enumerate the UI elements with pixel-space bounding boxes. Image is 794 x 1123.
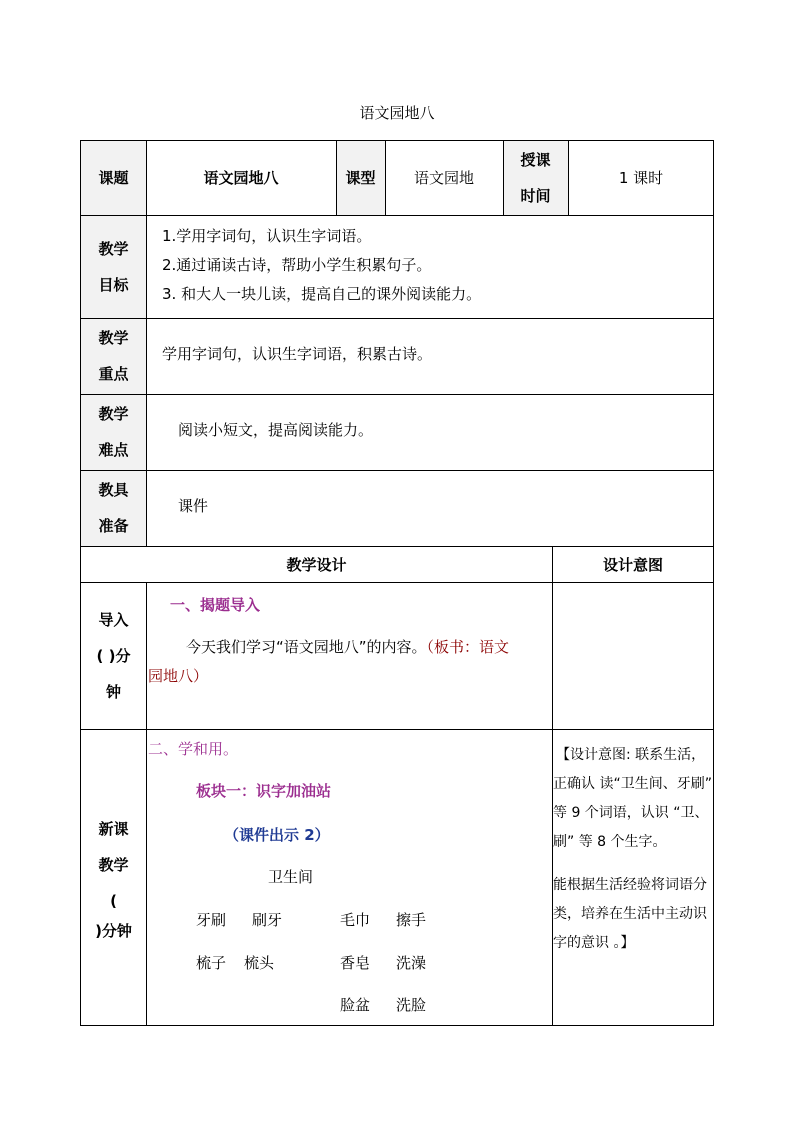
intro-text-note-b: 园地八） bbox=[148, 667, 209, 685]
grid-line-546 bbox=[80, 546, 714, 547]
courseware-note: （课件出示 2） bbox=[224, 826, 330, 844]
difficulties-label-line2: 难点 bbox=[98, 441, 129, 459]
subject-label-cell bbox=[81, 140, 146, 215]
time-label-line1: 授课 bbox=[520, 150, 551, 169]
grid-line-568 bbox=[568, 140, 569, 215]
type-value-cell bbox=[385, 140, 503, 215]
grid-line-582 bbox=[80, 582, 714, 583]
design-header-left bbox=[81, 546, 552, 582]
intro-text-note-a: （板书：语文 bbox=[426, 638, 510, 656]
grid-line-top bbox=[80, 140, 714, 141]
document-title: 语文园地八 bbox=[359, 104, 435, 122]
grid-line-470 bbox=[80, 470, 714, 471]
intent-line-3: 等 9 个词语，认识 “卫、 bbox=[553, 805, 709, 821]
goal-item-1: 1.学用字词句，认识生字词语。 bbox=[162, 227, 372, 245]
intro-label-line1: 导入 bbox=[98, 610, 129, 629]
newlesson-label-line4: )分钟 bbox=[95, 922, 132, 940]
newlesson-label-line2: 教学 bbox=[98, 856, 129, 874]
grid-line-318 bbox=[80, 318, 714, 319]
grid-line-label-col bbox=[146, 140, 147, 546]
grid-line-right bbox=[713, 140, 714, 1026]
block-title: 板块一：识字加油站 bbox=[196, 782, 332, 800]
word-lianpen: 脸盆 bbox=[340, 996, 371, 1014]
type-value: 语文园地 bbox=[413, 169, 474, 187]
word-maojin: 毛巾 bbox=[340, 911, 371, 929]
intent-line-4: 刷” 等 8 个生字。 bbox=[553, 834, 667, 850]
intent-line-2: 正确认 读“卫生间、牙刷” bbox=[553, 776, 712, 792]
grid-line-385 bbox=[385, 140, 386, 215]
grid-line-left bbox=[80, 140, 81, 1026]
word-shuzi: 梳子 bbox=[196, 954, 227, 972]
word-xizao: 洗澡 bbox=[396, 954, 427, 972]
type-label-cell bbox=[336, 140, 385, 215]
grid-line-552 bbox=[552, 546, 553, 1025]
grid-line-bottom bbox=[80, 1025, 714, 1026]
difficulties-label-cell bbox=[81, 394, 146, 470]
subject-value: 语文园地八 bbox=[203, 169, 279, 187]
time-label-cell bbox=[503, 140, 568, 215]
keypoints-label-line2: 重点 bbox=[98, 365, 129, 383]
intro-text bbox=[186, 636, 509, 657]
difficulties-label-line1: 教学 bbox=[98, 405, 129, 423]
word-shutou: 梳头 bbox=[244, 954, 275, 972]
keypoints-label-line1: 教学 bbox=[98, 329, 129, 347]
tools-label-cell bbox=[81, 470, 146, 546]
newlesson-label-cell bbox=[81, 729, 146, 1025]
word-cashou: 擦手 bbox=[396, 911, 427, 929]
keypoints-text: 学用字词句，认识生字词语，积累古诗。 bbox=[162, 345, 433, 363]
intro-label-line2: ( )分 bbox=[96, 646, 131, 665]
goals-label-cell bbox=[81, 215, 146, 318]
intro-label-cell bbox=[81, 582, 146, 729]
intent-line-1: 【设计意图: 联系生活， bbox=[556, 747, 706, 763]
time-label-line2: 时间 bbox=[520, 186, 551, 205]
type-label: 课型 bbox=[345, 169, 376, 187]
keypoints-label-cell bbox=[81, 318, 146, 394]
word-shuaya: 刷牙 bbox=[252, 911, 283, 929]
newlesson-label-line1: 新课 bbox=[98, 820, 129, 838]
grid-line-729 bbox=[80, 729, 714, 730]
intro-text-main: 今天我们学习“语文园地八”的内容。 bbox=[186, 638, 427, 656]
grid-line-215 bbox=[80, 215, 714, 216]
tools-text: 课件 bbox=[178, 497, 209, 515]
grid-line-394 bbox=[80, 394, 714, 395]
word-xiangzao: 香皂 bbox=[340, 954, 371, 972]
intro-heading: 一、揭题导入 bbox=[170, 596, 261, 614]
newlesson-heading: 二、学和用。 bbox=[148, 740, 239, 758]
subject-label: 课题 bbox=[98, 169, 129, 187]
goals-label-line1: 教学 bbox=[98, 239, 129, 258]
grid-line-336 bbox=[336, 140, 337, 215]
design-header-right bbox=[552, 546, 714, 582]
word-weishengjian: 卫生间 bbox=[268, 868, 314, 886]
design-header-left-text: 教学设计 bbox=[286, 555, 347, 574]
subject-value-cell bbox=[146, 140, 336, 215]
word-yashua: 牙刷 bbox=[196, 911, 227, 929]
intro-label-line3: 钟 bbox=[105, 682, 121, 701]
word-xilian: 洗脸 bbox=[396, 996, 427, 1014]
grid-line-503 bbox=[503, 140, 504, 215]
grid-line-label-col-lower bbox=[146, 582, 147, 1025]
time-value-cell bbox=[568, 140, 714, 215]
tools-label-line1: 教具 bbox=[98, 481, 129, 499]
goal-item-2: 2.通过诵读古诗，帮助小学生积累句子。 bbox=[162, 256, 432, 274]
goals-label-line2: 目标 bbox=[98, 275, 129, 294]
intent-line-7: 字的意识 。】 bbox=[553, 935, 635, 951]
newlesson-label-line3: ( bbox=[110, 892, 117, 910]
tools-label-line2: 准备 bbox=[98, 517, 129, 535]
intent-line-6: 类，培养在生活中主动识 bbox=[553, 906, 707, 922]
intent-line-5: 能根据生活经验将词语分 bbox=[553, 877, 707, 893]
goal-item-3: 3. 和大人一块儿读，提高自己的课外阅读能力。 bbox=[162, 285, 482, 303]
difficulties-text: 阅读小短文，提高阅读能力。 bbox=[178, 421, 374, 439]
time-value: 1 课时 bbox=[618, 169, 664, 187]
design-header-right-text: 设计意图 bbox=[602, 555, 663, 574]
